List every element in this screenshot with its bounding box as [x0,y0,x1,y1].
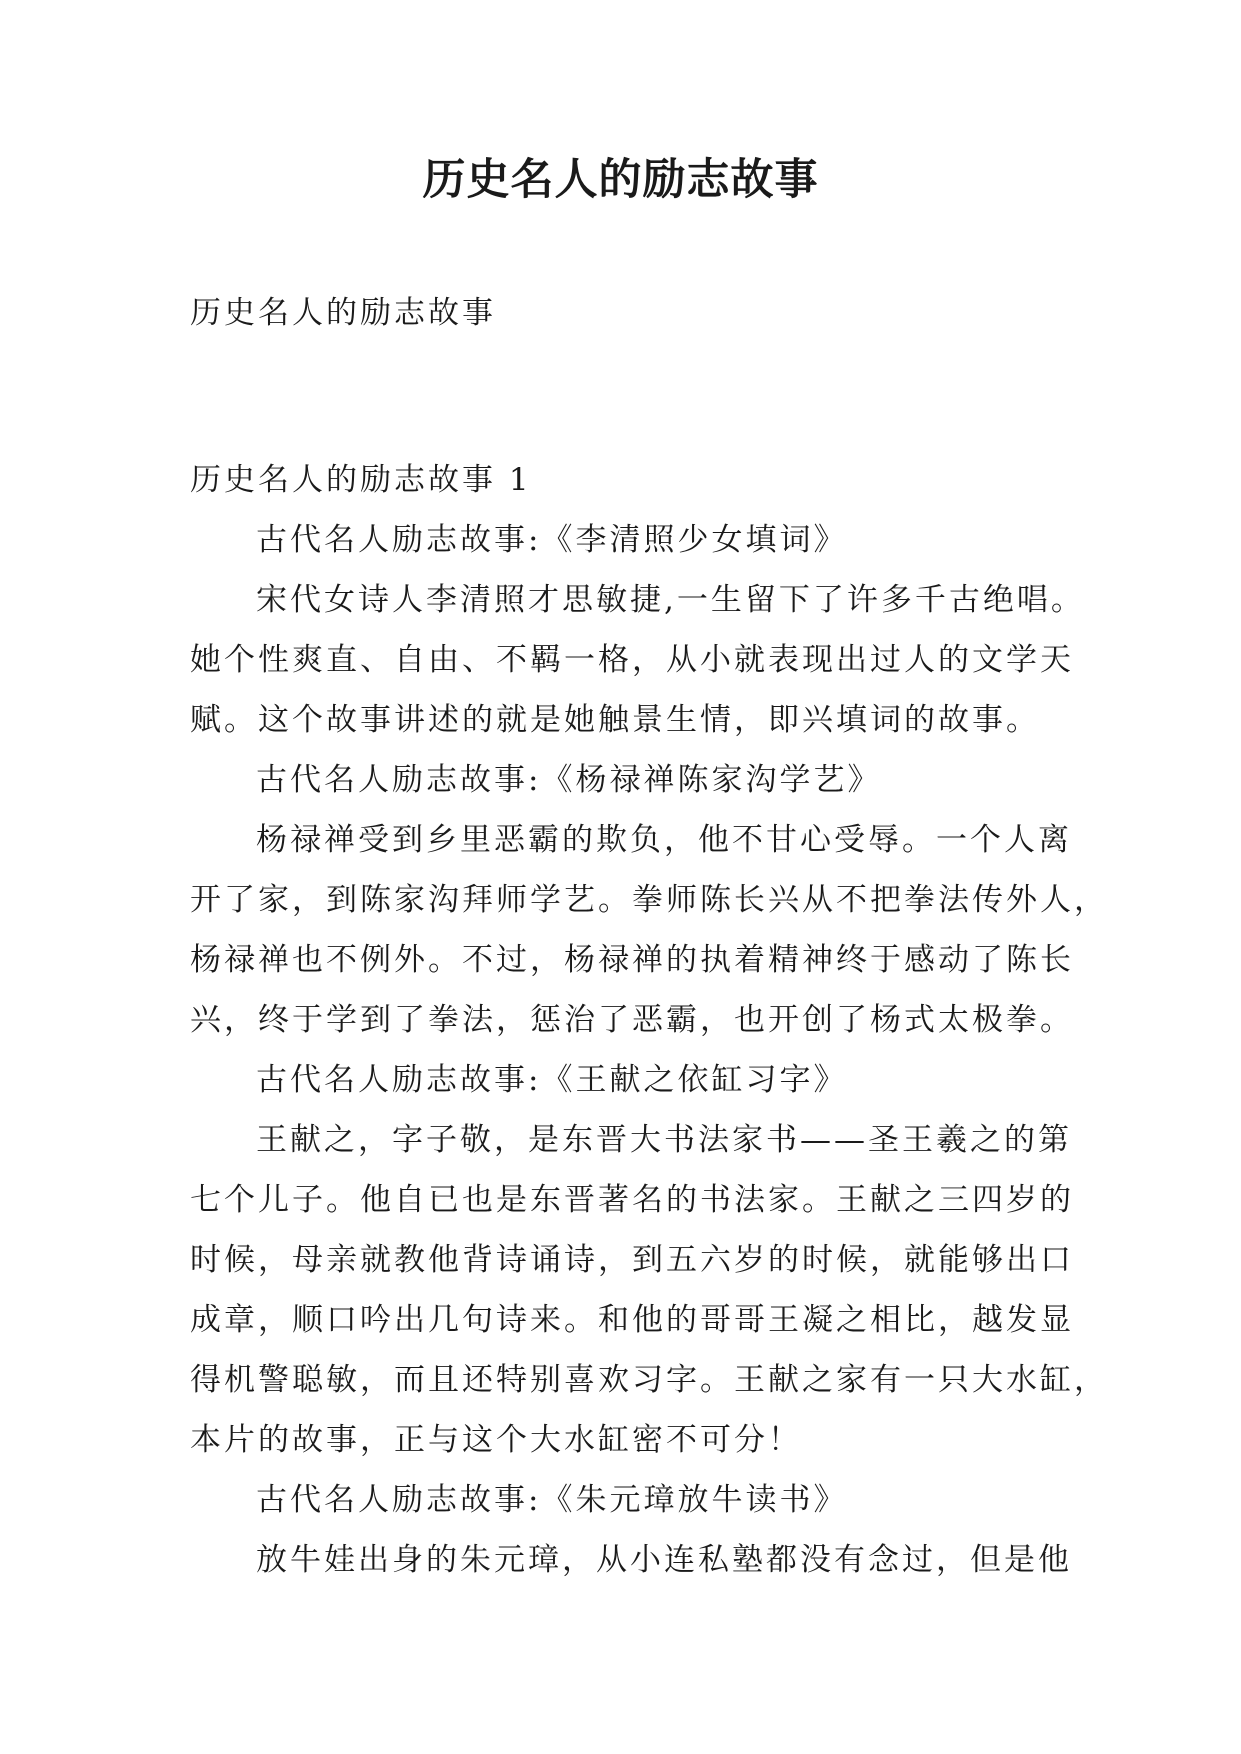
paragraph-line: 宋代女诗人李清照才思敏捷,一生留下了许多千古绝唱。 [256,582,1085,618]
story-heading-yang-luchan: 古代名人励志故事:《杨禄禅陈家沟学艺》 [256,762,882,798]
document-title: 历史名人的励志故事 [422,155,819,205]
paragraph-line: 本片的故事，正与这个大水缸密不可分！ [190,1422,802,1458]
paragraph-line: 她个性爽直、自由、不羁一格，从小就表现出过人的文学天 [190,642,1074,678]
section-heading: 历史名人的励志故事 1 [190,462,532,498]
paragraph-line: 得机警聪敏，而且还特别喜欢习字。王献之家有一只大水缸， [190,1362,1108,1398]
paragraph-line: 时候，母亲就教他背诗诵诗，到五六岁的时候，就能够出口 [190,1242,1074,1278]
subtitle: 历史名人的励志故事 [190,295,496,331]
story-heading-li-qingzhao: 古代名人励志故事:《李清照少女填词》 [256,522,848,558]
paragraph-line: 赋。这个故事讲述的就是她触景生情，即兴填词的故事。 [190,702,1040,738]
paragraph-line: 杨禄禅受到乡里恶霸的欺负，他不甘心受辱。一个人离 [256,822,1072,858]
paragraph-line: 开了家，到陈家沟拜师学艺。拳师陈长兴从不把拳法传外人， [190,882,1108,918]
blank-space [190,343,1070,450]
paragraph-line: 放牛娃出身的朱元璋，从小连私塾都没有念过，但是他 [256,1542,1072,1578]
paragraph-line: 七个儿子。他自已也是东晋著名的书法家。王献之三四岁的 [190,1182,1074,1218]
story-heading-wang-xianzhi: 古代名人励志故事:《王献之依缸习字》 [256,1062,848,1098]
paragraph-line: 杨禄禅也不例外。不过，杨禄禅的执着精神终于感动了陈长 [190,942,1074,978]
story-heading-zhu-yuanzhang: 古代名人励志故事:《朱元璋放牛读书》 [256,1482,848,1518]
paragraph-line: 兴，终于学到了拳法，惩治了恶霸，也开创了杨式太极拳。 [190,1002,1074,1038]
document-body [190,283,1108,1590]
paragraph-line: 王献之，字子敬，是东晋大书法家书——圣王羲之的第 [256,1122,1072,1158]
paragraph-line: 成章，顺口吟出几句诗来。和他的哥哥王凝之相比，越发显 [190,1302,1074,1338]
